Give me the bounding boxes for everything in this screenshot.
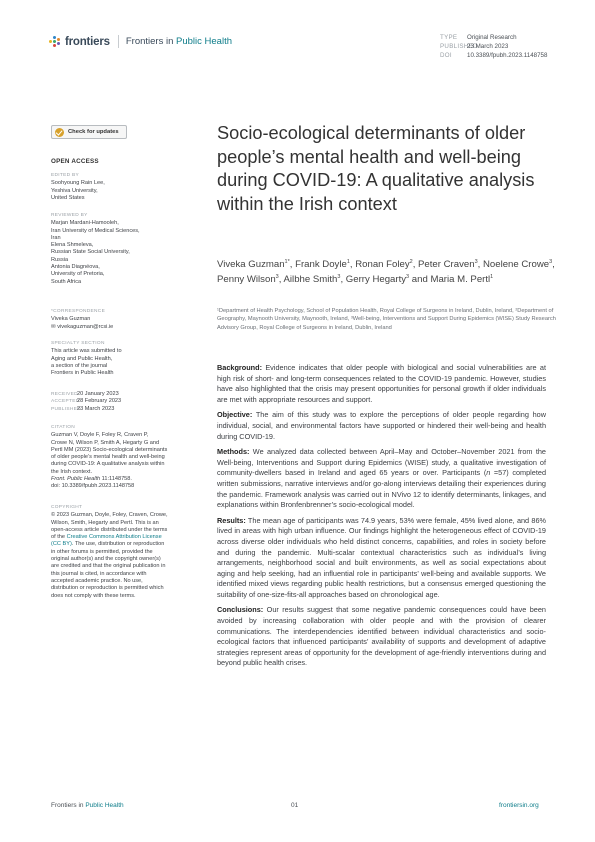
article-meta [440,33,547,60]
reviewer-line: Russian State Social University, [51,249,130,256]
footer-journal: Frontiers in Public Health [51,802,124,809]
abstract-methods: Methods: We analyzed data collected between April–May and October–November 2021 from the Well-being, Interventions and Support during Epidemics (WISE) study, a qualitative investigation of community-dwellers based in Ireland and aged 65 years or over. Participants (n =57) completed written submissions, narrative interviews and/or go-along interviews detailing their experiences during the pandemic. Framework analysis was carried out in NVivo 12 to identify determinants, linkages, and explanations within Bronfenbrenner’s socio-ecological model. [217,447,546,510]
specialty-line: Frontiers in Public Health [51,370,114,377]
reviewer-line: Antonia Diagnéova, [51,264,100,271]
copyright-line: distribution or reproduction is permitted which [51,585,164,592]
sidebar-edited-by [51,172,203,202]
citation-line: the Irish context. [51,468,93,475]
correspondence-name: Viveka Guzman [51,316,91,323]
specialty-line: This article was submitted to [51,348,122,355]
author-list: Viveka Guzman$^{1*}$, Frank Doyle$^1$, Ronan Foley$^2$, Peter Craven$^3$, Noelene Crowe$^3$, Penny Wilson$^3$, Ailbhe Smith$^3$, Gerry Hegarty$^3$ and Maria M. Pertl$^1$ [217,258,555,285]
abstract-background: Background: Evidence indicates that older people with biological and social vulnerabilities are at high risk of short- and long-term consequences related to the COVID-19 pandemic. However, studies have also highlighted that the crisis may present opportunities for personal growth if older individuals are met with appropriate resources and support. [217,363,546,404]
editor-line: United States [51,194,85,201]
check-for-updates-button[interactable] [51,125,127,139]
author[interactable]: Gerry Hegarty$^3$ [345,273,410,285]
abstract-results: Results: The mean age of participants was 74.9 years, 53% were female, 45% lived alone, and 86% lived in areas with high urban influence. Our findings highlight the heterogeneous effect of COVID-19 across diverse older individuals who held distinct concerns, capabilities, and roles in society before and during the pandemic. Multi-scalar contextual characteristics such as individual’s living arrangements, neighborhood social and built environments, as well as social expectations about aging and help seeking, had an influential role in participants’ well-being and available supports. We identified mixed views regarding public health restrictions, but a consensus emerged questioning the suitability of one-size-fits-all approaches based on chronological age. [217,515,546,599]
copyright-line: open-access article distributed under the terms [51,526,168,533]
sidebar-open-access [51,158,203,166]
citation-doi-link[interactable]: doi: 10.3389/fpubh.2023.1148758 [51,483,135,490]
author[interactable]: Ailbhe Smith$^3$ [283,273,341,285]
abstract-conclusions: Conclusions: Our results suggest that some negative pandemic consequences could have been avoided by increasing collaboration with older people and with the provision of clearer communications. The interdependencies identified between individual characteristics and socio-ecological factors that influenced participants’ availability of supports and development of adaptive strategies represent areas of opportunity for the development of age-friendly interventions during and beyond public health crises. [217,605,546,668]
meta-published: PUBLISHED 23 March 2023 [440,43,509,50]
copyright-line: this journal is cited, in accordance with [51,570,147,577]
date-received: RECEIVED 20 January 2023 [51,391,119,397]
header-divider [118,35,119,48]
meta-doi: DOI 10.3389/fpubh.2023.1148758 [440,52,548,59]
journal-name: Frontiers in Public Health [125,36,232,47]
copyright-line: in other forums is permitted, provided the [51,548,153,555]
edited-by-label: EDITED BY [51,173,80,178]
date-accepted: ACCEPTED 28 February 2023 [51,398,122,405]
sidebar-copyright [51,504,203,600]
citation-line: Crowe N, Wilson P, Smith A, Hegarty G and [51,439,160,446]
reviewer-line: University of Pretoria, [51,271,105,278]
license-link[interactable]: Creative Commons Attribution License [66,534,162,541]
copyright-line: are credited and that the original publication in [51,563,166,570]
copyright-line: Wilson, Smith, Hegarty and Pertl. This is an [51,519,159,526]
author[interactable]: Peter Craven$^3$ [418,258,478,270]
check-updates-label: Check for updates [68,129,119,135]
article-title: Socio-ecological determinants of older people’s mental health and well-being during COVID-19: A qualitative analysis within the Irish context [217,123,535,214]
author[interactable]: Viveka Guzman$^{1*}$ [217,258,290,270]
citation-journal-line: Front. Public Health 11:1148758. [51,476,132,483]
check-updates-icon [55,128,64,137]
frontiers-brand[interactable]: frontiers [65,35,110,48]
copyright-label: COPYRIGHT [51,505,83,510]
specialty-label: SPECIALTY SECTION [51,341,105,346]
reviewed-by-label: REVIEWED BY [51,213,88,218]
copyright-line: © 2023 Guzman, Doyle, Foley, Craven, Crowe, [51,512,168,519]
reviewer-line: Iran University of Medical Sciences, [51,227,140,234]
frontiers-logo-icon [49,35,62,48]
citation-label: CITATION [51,425,76,430]
meta-type: TYPE Original Research [440,34,517,41]
affiliations: ¹Department of Health Psychology, School of Population Health, Royal College of Surgeons in Ireland, Dublin, Ireland, ²Department of Geography, Maynooth University, Maynooth, Ireland, ³Well-being, Interventions and Support During Epidemics (WISE) Study Research Advisory Group, Royal College of Surgeons in Ireland, Dublin, Ireland [217,308,556,331]
sidebar-correspondence [51,308,203,331]
abstract-objective: Objective: The aim of this study was to explore the perceptions of older people regarding how individual, social, and environmental factors have supported or hindered their well-being and health during COVID-19. [217,410,546,441]
citation-line: of older people’s mental health and well-being [51,454,165,461]
open-access-label: OPEN ACCESS [51,158,99,165]
copyright-line: does not comply with these terms. [51,592,136,599]
reviewer-line: Iran [51,234,61,241]
editor-line: Yeshiva University, [51,187,98,194]
author[interactable]: Frank Doyle$^1$ [295,258,350,270]
reviewer-line: South Africa [51,278,82,285]
specialty-line: a section of the journal [51,362,108,369]
reviewer-line: Russia [51,256,69,263]
date-published: PUBLISHED 23 March 2023 [51,405,115,412]
author[interactable]: Ronan Foley$^2$ [355,258,413,270]
abstract [217,363,546,674]
author[interactable]: and Maria M. Pertl$^1$ [411,273,494,285]
reviewer-line: Elena Shmeleva, [51,242,94,249]
citation-line: during COVID-19: A qualitative analysis within [51,461,165,468]
reviewer-line: Marjan Mardani-Hamooleh, [51,220,119,227]
sidebar-citation [51,424,203,491]
editor-line: Soohyoung Rain Lee, [51,180,105,187]
sidebar-specialty-section [51,340,203,377]
author[interactable]: Noelene Crowe$^3$ [482,258,553,270]
copyright-license-line: of the Creative Commons Attribution License [51,534,162,541]
specialty-line: Aging and Public Health, [51,355,113,362]
copyright-line: original author(s) and the copyright owner(s) [51,556,161,563]
citation-line: Guzman V, Doyle F, Foley R, Craven P, [51,432,149,439]
copyright-license-line-2: (CC BY). The use, distribution or reproduction [51,541,165,548]
author[interactable]: Penny Wilson$^3$ [217,273,279,285]
cc-by-link[interactable]: (CC BY) [51,541,72,548]
sidebar-reviewed-by [51,212,203,286]
copyright-line: accepted academic practice. No use, [51,577,143,584]
sidebar-dates [51,391,203,413]
page-number: 01 [291,802,299,809]
correspondence-email-link[interactable]: ✉ vivekaguzman@rcsi.ie [51,323,114,330]
correspondence-label: *CORRESPONDENCE [51,309,106,314]
citation-line: Pertl MM (2023) Socio-ecological determinants [51,446,168,453]
footer-site-link[interactable]: frontiersin.org [499,802,539,809]
journal-header [49,35,232,48]
